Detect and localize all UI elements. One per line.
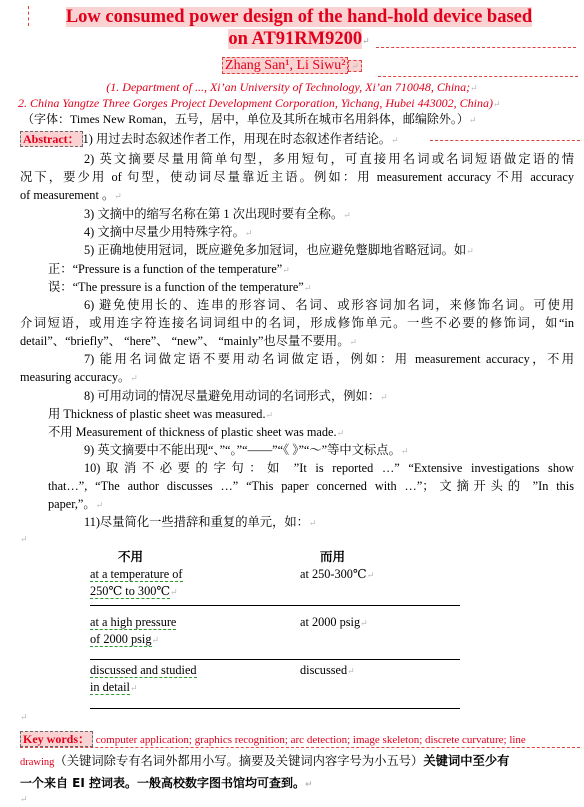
table-row-3-prefer: discussed↵	[300, 663, 355, 677]
table-row-3-avoid-line-2: in detail↵	[90, 680, 138, 694]
abstract-dashed-rule	[430, 140, 580, 141]
table-row-1-rule	[90, 605, 460, 606]
table-row-2-avoid-line-1: at a high pressure	[90, 615, 177, 629]
paragraph-mark-3: ↵	[20, 794, 28, 804]
abstract-item-7-line-1: 7) 能用名词做定语不要用动名词做定语，例如：用 measurement accuracy，不用	[84, 352, 574, 366]
abstract-item-10-line-2: that…”, “The author discusses …” “This paper concerned with …”；文摘开头的 ”In this	[48, 479, 574, 493]
paper-title-line-2: on AT91RM9200↵	[228, 29, 370, 49]
paper-title-line-1: Low consumed power design of the hand-hold device based	[65, 7, 533, 27]
table-row-2-prefer: at 2000 psig↵	[300, 615, 368, 629]
abstract-item-8: 8) 可用动词的情况尽量避免用动词的名词形式，例如：↵	[84, 389, 388, 403]
keywords-label: Key words：	[20, 731, 93, 747]
abstract-item-8-avoid-example: 不用 Measurement of thickness of plastic sheet was made.↵	[48, 425, 345, 439]
abstract-item-2-line-1: 2) 英文摘要尽量用简单句型，多用短句，可直接用名词或名词短语做定语的情	[84, 152, 574, 166]
abstract-item-4: 4) 文摘中尽量少用特殊字符。↵	[84, 225, 253, 239]
abstract-item-2-line-3: of measurement 。↵	[20, 188, 122, 202]
paragraph-mark: ↵	[20, 534, 28, 544]
keywords-line-2: drawing（关键词除专有名词外都用小写。摘要及关键词内容字号为小五号）关键词中至少有	[20, 754, 510, 768]
abstract-label: Abstract：	[20, 131, 83, 147]
table-header-avoid: 不用	[118, 549, 144, 564]
title-dashed-rule	[376, 47, 576, 48]
abstract-item-3: 3) 文摘中的缩写名称在第 1 次出现时要有全称。↵	[84, 207, 351, 221]
keywords-line-3: 一个来自 EI 控词表。一般高校数字图书馆均可查到。↵	[20, 776, 313, 790]
affiliation-line-1: (1. Department of ..., Xi’an University of Technology, Xi’an 710048, China;↵	[106, 80, 478, 94]
table-row-1-avoid-line-2: 250℃ to 300℃↵	[90, 584, 178, 598]
title-cursor	[28, 6, 29, 26]
table-row-3-rule	[90, 708, 460, 709]
abstract-item-6-line-2: 介词短语，或用连字符连接名词词组中的名词，形成修饰单元。一些不必要的修饰词，如“in	[20, 316, 574, 330]
abstract-item-7-line-2: measuring accuracy。↵	[20, 370, 138, 384]
abstract-item-10-line-3: paper,”。↵	[48, 497, 104, 511]
abstract-item-11: 11)尽量简化一些措辞和重复的单元，如：↵	[84, 515, 317, 529]
abstract-item-5-correct-example: 正：“Pressure is a function of the temperature”↵	[48, 262, 290, 276]
abstract-item-5-wrong-example: 误：“The pressure is a function of the temperature”↵	[48, 280, 312, 294]
keywords-line-1: Key words： computer application; graphics recognition; arc detection; image skeleton; discrete curvature; line	[20, 730, 526, 749]
table-row-2-avoid-line-2: of 2000 psig↵	[90, 632, 160, 646]
abstract-item-9: 9) 英文摘要中不能出现“、”“。”“——”“《 》”“～”等中文标点。↵	[84, 443, 409, 457]
affiliation-format-note: （字体：Times New Roman，五号，居中，单位及其所在城市名用斜体，邮编除外。）↵	[22, 112, 477, 126]
table-header-prefer: 而用	[320, 549, 346, 564]
table-row-1-prefer: at 250-300℃↵	[300, 567, 375, 581]
table-row-2-rule	[90, 659, 460, 660]
abstract-item-6-line-1: 6) 避免使用长的、连串的形容词、名词、或形容词加名词，来修饰名词。可使用	[84, 298, 574, 312]
authors-dashed-rule	[378, 76, 578, 77]
table-row-3-avoid-line-1: discussed and studied	[90, 663, 197, 677]
abstract-item-2-line-2: 况下，要少用 of 句型，使动词尽量靠近主语。例如：用 measurement accuracy 不用 accuracy	[20, 170, 574, 184]
abstract-item-1: Abstract： 1) 用过去时态叙述作者工作，用现在时态叙述作者结论。↵	[20, 130, 399, 149]
keywords-dashed-rule	[20, 747, 580, 748]
authors-line: Zhang San¹, Li Siwu² ↵	[0, 58, 584, 74]
abstract-item-5: 5) 正确地使用冠词，既应避免多加冠词，也应避免蹩脚地省略冠词。如↵	[84, 243, 474, 257]
affiliation-line-2: 2. China Yangtze Three Gorges Project Development Corporation, Yichang, Hubei 443002, China)↵	[18, 96, 501, 110]
abstract-item-8-use-example: 用 Thickness of plastic sheet was measured.↵	[48, 407, 274, 421]
paragraph-mark-2: ↵	[20, 712, 28, 722]
abstract-item-10-line-1: 10)取消不必要的字句：如 ”It is reported …” “Extensive investigations show	[84, 461, 574, 475]
table-row-1-avoid-line-1: at a temperature of	[90, 567, 183, 581]
abstract-item-6-line-3: detail”、“briefly”、 “here”、 “new”、 “mainly”也尽量不要用。↵	[20, 334, 358, 348]
